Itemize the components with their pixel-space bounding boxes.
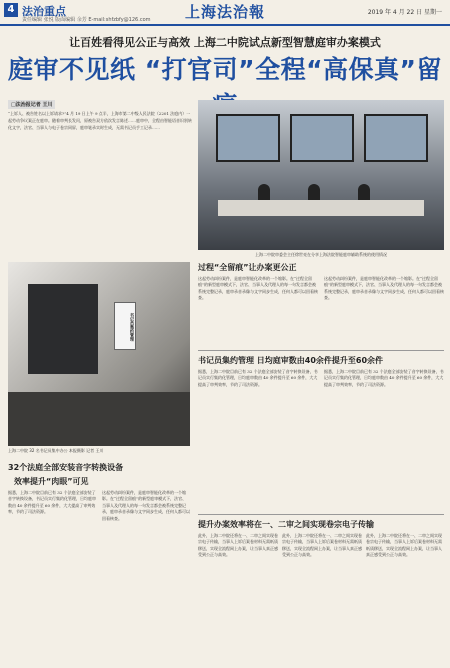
body-column: 据悉，上海二中院目前已有 32 个法庭全部安装了音字转换设备，书记员实行集约化管理，日均庭审数由 40 余件提升至 60 余件，大大提高了审判效率，节约了司法资源。 (198, 369, 318, 387)
display-screen (216, 114, 280, 162)
photo2-caption: 上海二中院 32 名书记员集中办公 本报摄影 记者 王川 (8, 448, 104, 453)
section-heading: 32个法庭全部安装音字转换设备 (8, 463, 124, 472)
body-column: 此外，上海二中院还将在一、二审之间实现卷宗电子传输，当事人上诉后案卷材料无需纸质移送，实现全流程网上办案，让当事人真正感受到公正与高效。 (282, 533, 362, 558)
courtroom-table (218, 200, 424, 216)
body-column: 此外，上海二中院还将在一、二审之间实现卷宗电子传输，当事人上诉后案卷材料无需纸质移送，实现全流程网上办案，让当事人真正感受到公正与高效。 (366, 533, 442, 558)
byline: □法治报记者 王川 (8, 100, 55, 109)
page-header (0, 0, 450, 26)
person-silhouette (358, 184, 370, 200)
section-heading: 提升办案效率将在一、二审之间实现卷宗电子传输 (198, 520, 374, 529)
person-silhouette (308, 184, 320, 200)
newspaper-masthead: 上海法治報 (185, 3, 266, 21)
person-silhouette (258, 184, 270, 200)
body-column: 此外，上海二中院还将在一、二审之间实现卷宗电子传输，当事人上诉后案卷材料无需纸质移送，实现全流程网上办案，让当事人真正感受到公正与高效。 (198, 533, 278, 558)
photo-caption: 上海二中院审委会主任徐世亮在分享上海法院智能庭审辅助系统的使用情况 (255, 252, 387, 257)
issue-date: 2019 年 4 月 22 日 星期一 (367, 9, 442, 16)
divider (198, 350, 444, 351)
display-screen (364, 114, 428, 162)
office-sign: 书记员集约管理 (114, 302, 136, 350)
display-screen (290, 114, 354, 162)
body-column: 这起劳动纠纷案件，是庭审智能化改革的一个缩影。在“过程全留痕”的新型庭审模式下，法官、当事人及代理人的每一句发言都会被系统完整记录，庭审录音录像与文字同步生成，任何人都可以回看核查。 (324, 276, 444, 301)
section-heading: 过程“全留痕”让办案更公正 (198, 263, 297, 272)
subheadline: 让百姓看得见公正与高效 上海二中院试点新型智慧庭审办案模式 (69, 36, 381, 49)
doorway (28, 284, 98, 374)
section-title: 法治重点 (22, 5, 66, 18)
body-column: 据悉，上海二中院目前已有 32 个法庭全部安装了音字转换设备，书记员实行集约化管理，日均庭审数由 40 余件提升至 60 余件，大大提高了审判效率，节约了司法资源。 (8, 490, 96, 515)
clerk-desks (8, 392, 190, 446)
editor-credits: 责任编辑 张悦 版面编辑 余芳 E-mail:shfzbfy@126.com (22, 17, 151, 23)
section-heading: 效率提升“肉眼”可见 (14, 477, 89, 486)
page-number: 4 (4, 3, 18, 17)
section-heading: 书记员集约管理 日均庭审数由40余件提升至60余件 (198, 356, 384, 365)
body-column: 这起劳动纠纷案件，是庭审智能化改革的一个缩影。在“过程全留痕”的新型庭审模式下，法官、当事人及代理人的每一句发言都会被系统完整记录，庭审录音录像与文字同步生成，任何人都可以回看核查。 (102, 490, 190, 521)
body-column: 据悉，上海二中院目前已有 32 个法庭全部安装了音字转换设备，书记员实行集约化管理，日均庭审数由 40 余件提升至 60 余件，大大提高了审判效率，节约了司法资源。 (324, 369, 444, 387)
main-headline: 庭审不见纸 “打官司”全程“高保真”留 (8, 55, 442, 84)
clerks-office-photo (8, 262, 190, 446)
divider (198, 514, 444, 515)
courtroom-photo (198, 100, 444, 250)
body-column: 这起劳动纠纷案件，是庭审智能化改革的一个缩影。在“过程全留痕”的新型庭审模式下，法官、当事人及代理人的每一句发言都会被系统完整记录，庭审录音录像与文字同步生成，任何人都可以回看核查。 (198, 276, 318, 301)
lead-paragraph: “上诉人、被告姓名以上诉请求?”4 月 19 日上午 9 点半，上海市第二中级人民法院（2201 法庭内）一起劳动争议案正在庭审。随着审判长发问，原被告双方依次发言陈述……庭审中，全程由智能语音识别转化文字，法官、当事人与电子卷宗同屏，庭审笔录实时生成，无需书记员手工记录…… (8, 111, 192, 130)
